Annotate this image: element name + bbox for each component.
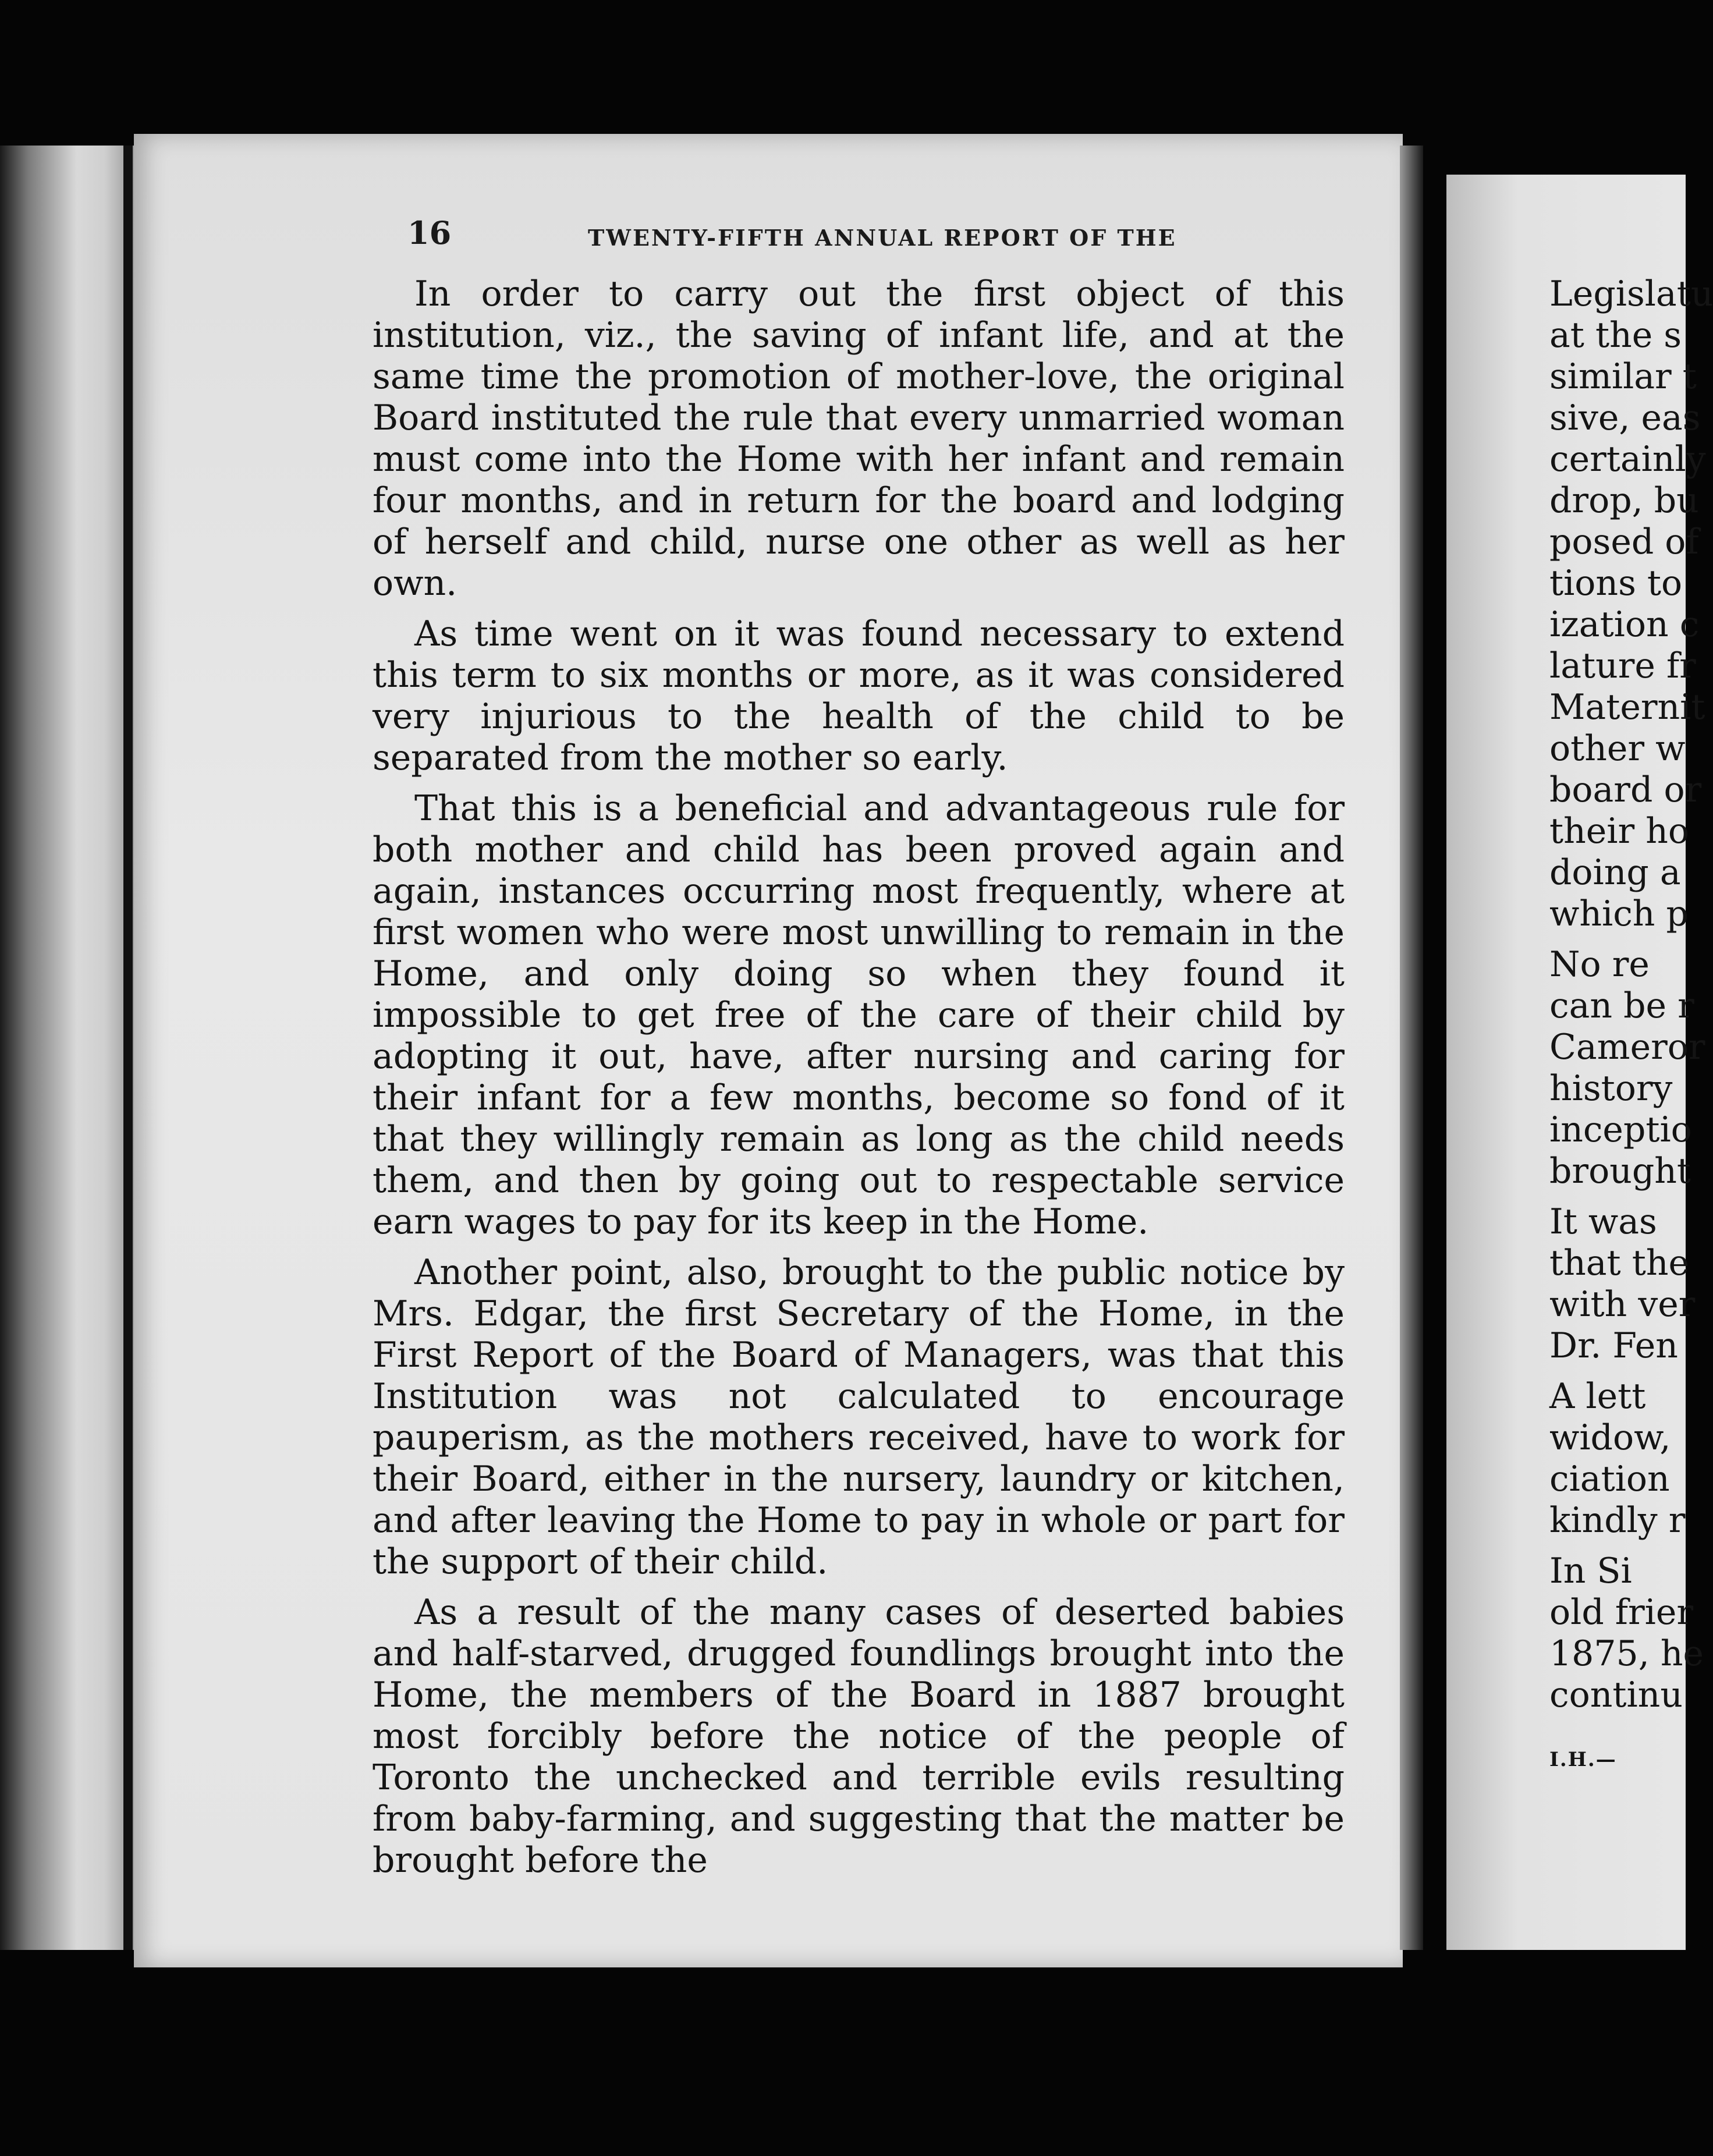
text-line: posed of xyxy=(1549,522,1699,562)
book-edge xyxy=(0,146,140,1950)
text-line: kindly r xyxy=(1549,1500,1686,1541)
text-line: old frier xyxy=(1549,1592,1694,1633)
text-line: Legislatu xyxy=(1549,274,1713,314)
text-line: inceptio xyxy=(1549,1109,1692,1150)
text-line: Dr. Fen xyxy=(1549,1325,1678,1366)
text-line: lature fr xyxy=(1549,646,1696,686)
text-line: Cameror xyxy=(1549,1027,1705,1068)
text-line: which p xyxy=(1549,893,1689,934)
text-line: A lett xyxy=(1549,1376,1646,1417)
right-page-fragment xyxy=(1549,274,1713,1781)
text-line: continu xyxy=(1549,1675,1683,1715)
text-line: that the xyxy=(1549,1243,1689,1283)
paragraph: As a result of the many cases of deserted babies and half-starved, drugged foundlings brought into the Home, the members of the Board in 1887 brought most forcibly before the notice of the people of Toronto the unchecked and terrible evils resulting from baby-farming, and suggesting that the matter be brought before the xyxy=(373,1592,1345,1881)
text-line: board or xyxy=(1549,770,1702,810)
running-title: TWENTY-FIFTH ANNUAL REPORT OF THE xyxy=(588,225,1177,251)
signature-mark: I.H.— xyxy=(1549,1748,1617,1771)
paragraph: In order to carry out the first object of this institution, viz., the saving of infant life, and at the same time the promotion of mother-love, the original Board instituted the rule that every unmarried woman must come into the Home with her infant and remain four months, and in return for the board and lodging of herself and child, nurse one other as well as her own. xyxy=(373,274,1345,604)
text-line: sive, eas xyxy=(1549,398,1701,438)
text-line: doing a xyxy=(1549,852,1681,893)
page-gutter xyxy=(1400,146,1423,1950)
text-line: tions to xyxy=(1549,563,1683,604)
text-line: other w xyxy=(1549,728,1686,769)
text-line: No re xyxy=(1549,944,1650,985)
text-line: history xyxy=(1549,1068,1673,1109)
text-line: 1875, he xyxy=(1549,1633,1704,1674)
text-line: certainly xyxy=(1549,439,1706,480)
text-line: drop, bu xyxy=(1549,480,1699,521)
text-line: ization c xyxy=(1549,604,1700,645)
text-line: similar t xyxy=(1549,356,1697,397)
text-line: Maternit xyxy=(1549,687,1705,728)
book-spine xyxy=(123,146,133,1950)
text-line: In Si xyxy=(1549,1551,1632,1591)
text-line: widow, xyxy=(1549,1417,1671,1458)
text-line: It was xyxy=(1549,1201,1657,1242)
text-line: at the s xyxy=(1549,315,1682,356)
page-number: 16 xyxy=(407,214,452,251)
text-line: with ver xyxy=(1549,1284,1696,1325)
text-line: brought xyxy=(1549,1151,1691,1192)
paragraph: As time went on it was found necessary to extend this term to six months or more, as it was considered very injurious to the health of the child to be separated from the mother so early. xyxy=(373,614,1345,778)
text-line: their ho xyxy=(1549,811,1689,852)
text-line: ciation xyxy=(1549,1459,1670,1499)
paragraph: Another point, also, brought to the public notice by Mrs. Edgar, the first Secretary of the Home, in the First Report of the Board of Managers, was that this Institution was not calculated to encourage pauperism, as the mothers received, have to work for their Board, either in the nursery, laundry or kitchen, and after leaving the Home to pay in whole or part for the support of their child. xyxy=(373,1252,1345,1582)
paragraph: That this is a beneficial and advantageous rule for both mother and child has been proved again and again, instances occurring most frequently, where at first women who were most unwilling to remain in the Home, and only doing so when they found it impossible to get free of the care of their child by adopting it out, have, after nursing and caring for their infant for a few months, become so fond of it that they willingly remain as long as the child needs them, and then by going out to respectable service earn wages to pay for its keep in the Home. xyxy=(373,788,1345,1242)
left-page-body xyxy=(373,274,1345,1891)
text-line: can be r xyxy=(1549,985,1694,1026)
